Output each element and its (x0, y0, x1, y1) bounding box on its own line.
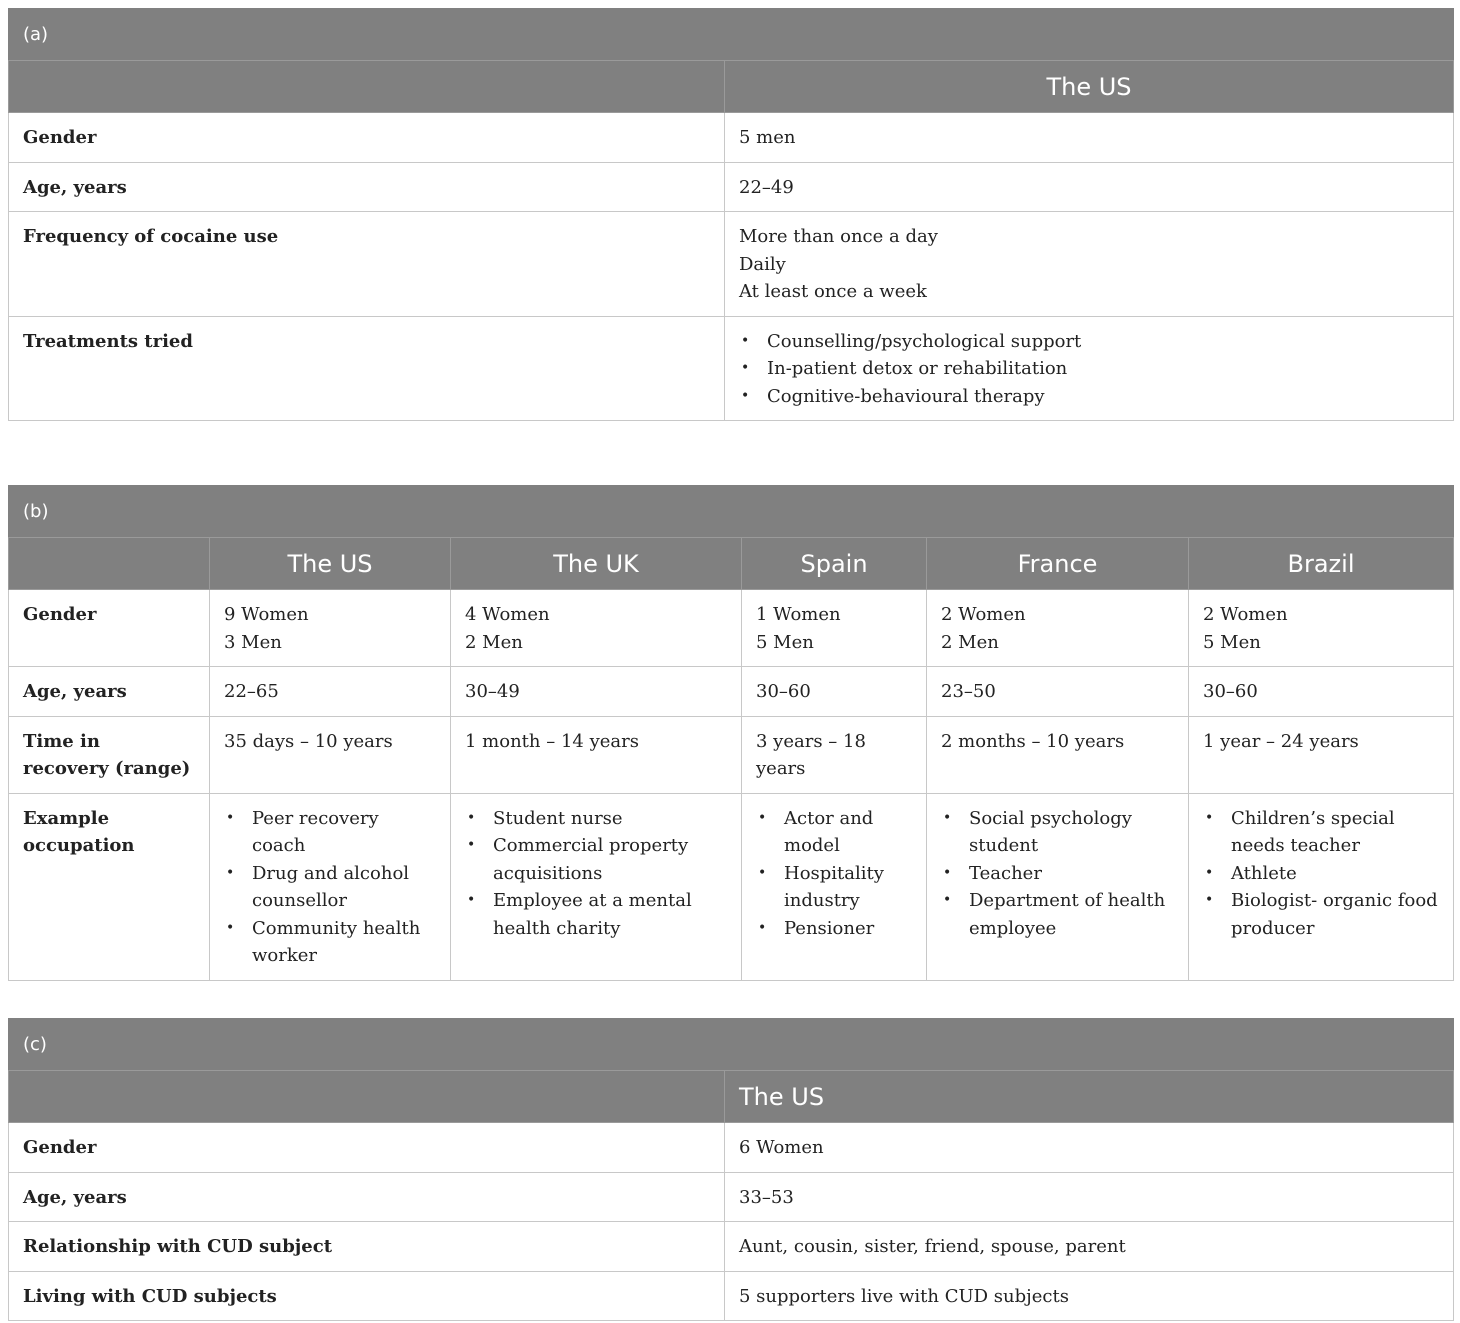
list-item: • In-patient detox or rehabilitation (739, 355, 1439, 383)
row-label-frequency: Frequency of cocaine use (9, 212, 725, 317)
cell-age: 22–49 (725, 162, 1454, 212)
list-item: • Peer recovery coach (224, 805, 436, 860)
list-item: • Department of health employee (941, 887, 1174, 942)
cell-occupation-spain (742, 793, 927, 980)
cell-occupation-us (210, 793, 451, 980)
frequency-line: More than once a day (739, 226, 938, 247)
table-row (9, 162, 1454, 212)
list-item: • Counselling/psychological support (739, 328, 1439, 356)
list-item: • Athlete (1203, 860, 1439, 888)
cell-occupation-brazil (1189, 793, 1454, 980)
table-a-header-empty (9, 61, 725, 113)
list-item: • Student nurse (465, 805, 727, 833)
cell-age-france: 23–50 (927, 667, 1189, 717)
row-label-gender: Gender (9, 1123, 725, 1173)
label-line: recovery (range) (23, 758, 191, 779)
table-b-header-france: France (927, 538, 1189, 590)
treatments-list (739, 328, 1439, 411)
cell-occupation-france (927, 793, 1189, 980)
occupation-list (465, 805, 727, 943)
list-item: • Community health worker (224, 915, 436, 970)
cell-age-us: 22–65 (210, 667, 451, 717)
label-line: Time in (23, 730, 100, 752)
cell-living: 5 supporters live with CUD subjects (725, 1271, 1454, 1321)
table-a-header-row (9, 61, 1454, 113)
table-b-header-row (9, 538, 1454, 590)
list-item: • Teacher (941, 860, 1174, 888)
table-c-caption-row (9, 1019, 1454, 1071)
row-label-occupation (9, 793, 210, 980)
occupation-list (1203, 805, 1439, 943)
cell-relationship: Aunt, cousin, sister, friend, spouse, parent (725, 1222, 1454, 1272)
table-a-header-us: The US (725, 61, 1454, 113)
table-row (9, 1222, 1454, 1272)
table-a-caption-row (9, 9, 1454, 61)
table-a (8, 8, 1454, 421)
gender-line: 5 Men (756, 631, 814, 653)
occupation-list (941, 805, 1174, 943)
table-b-header-us: The US (210, 538, 451, 590)
cell-gender-us (210, 590, 451, 667)
label-line: occupation (23, 835, 135, 856)
frequency-line: At least once a week (739, 281, 927, 302)
table-row (9, 667, 1454, 717)
cell-recovery-brazil: 1 year – 24 years (1189, 716, 1454, 793)
label-line: Example (23, 807, 110, 829)
table-row (9, 793, 1454, 980)
cell-gender-brazil (1189, 590, 1454, 667)
list-item: • Cognitive-behavioural therapy (739, 383, 1439, 411)
table-b-caption-row (9, 486, 1454, 538)
gender-line: 2 Women (1203, 604, 1288, 625)
row-label-age: Age, years (9, 667, 210, 717)
table-row (9, 1123, 1454, 1173)
gender-line: 4 Women (465, 604, 550, 625)
gender-line: 2 Men (941, 631, 999, 653)
row-label-gender: Gender (9, 590, 210, 667)
table-c-header-empty (9, 1071, 725, 1123)
cell-treatments (725, 316, 1454, 421)
row-label-treatments: Treatments tried (9, 316, 725, 421)
table-row (9, 113, 1454, 163)
gender-line: 2 Women (941, 604, 1026, 625)
table-row (9, 316, 1454, 421)
row-label-gender: Gender (9, 113, 725, 163)
list-item: • Pensioner (756, 915, 912, 943)
cell-age-spain: 30–60 (742, 667, 927, 717)
table-b-caption: (b) (9, 486, 1454, 538)
table-row (9, 1172, 1454, 1222)
row-label-recovery (9, 716, 210, 793)
table-c-header-row (9, 1071, 1454, 1123)
occupation-list (224, 805, 436, 970)
cell-gender: 5 men (725, 113, 1454, 163)
cell-recovery-spain: 3 years – 18 years (742, 716, 927, 793)
list-item: • Employee at a mental health charity (465, 887, 727, 942)
list-item: • Social psychology student (941, 805, 1174, 860)
cell-occupation-uk (451, 793, 742, 980)
list-item: • Children’s special needs teacher (1203, 805, 1439, 860)
row-label-living: Living with CUD subjects (9, 1271, 725, 1321)
table-c (8, 1018, 1454, 1321)
cell-frequency (725, 212, 1454, 317)
gender-line: 3 Men (224, 631, 282, 653)
row-label-relationship: Relationship with CUD subject (9, 1222, 725, 1272)
cell-gender-spain (742, 590, 927, 667)
table-b (8, 485, 1454, 981)
table-b-header-spain: Spain (742, 538, 927, 590)
row-label-age: Age, years (9, 162, 725, 212)
table-row (9, 212, 1454, 317)
cell-gender: 6 Women (725, 1123, 1454, 1173)
gender-line: 2 Men (465, 631, 523, 653)
list-item: • Commercial property acquisitions (465, 832, 727, 887)
table-row (9, 716, 1454, 793)
frequency-line: Daily (739, 253, 786, 275)
cell-age: 33–53 (725, 1172, 1454, 1222)
cell-age-brazil: 30–60 (1189, 667, 1454, 717)
list-item: • Hospitality industry (756, 860, 912, 915)
table-a-caption: (a) (9, 9, 1454, 61)
table-row (9, 590, 1454, 667)
cell-recovery-france: 2 months – 10 years (927, 716, 1189, 793)
list-item: • Drug and alcohol counsellor (224, 860, 436, 915)
list-item: • Actor and model (756, 805, 912, 860)
table-c-header-us: The US (725, 1071, 1454, 1123)
table-b-header-uk: The UK (451, 538, 742, 590)
occupation-list (756, 805, 912, 943)
gender-line: 9 Women (224, 604, 309, 625)
cell-recovery-us: 35 days – 10 years (210, 716, 451, 793)
cell-gender-france (927, 590, 1189, 667)
cell-recovery-uk: 1 month – 14 years (451, 716, 742, 793)
table-row (9, 1271, 1454, 1321)
table-c-caption: (c) (9, 1019, 1454, 1071)
cell-gender-uk (451, 590, 742, 667)
list-item: • Biologist- organic food producer (1203, 887, 1439, 942)
table-b-header-empty (9, 538, 210, 590)
gender-line: 1 Women (756, 604, 841, 625)
cell-age-uk: 30–49 (451, 667, 742, 717)
table-b-header-brazil: Brazil (1189, 538, 1454, 590)
row-label-age: Age, years (9, 1172, 725, 1222)
gender-line: 5 Men (1203, 631, 1261, 653)
